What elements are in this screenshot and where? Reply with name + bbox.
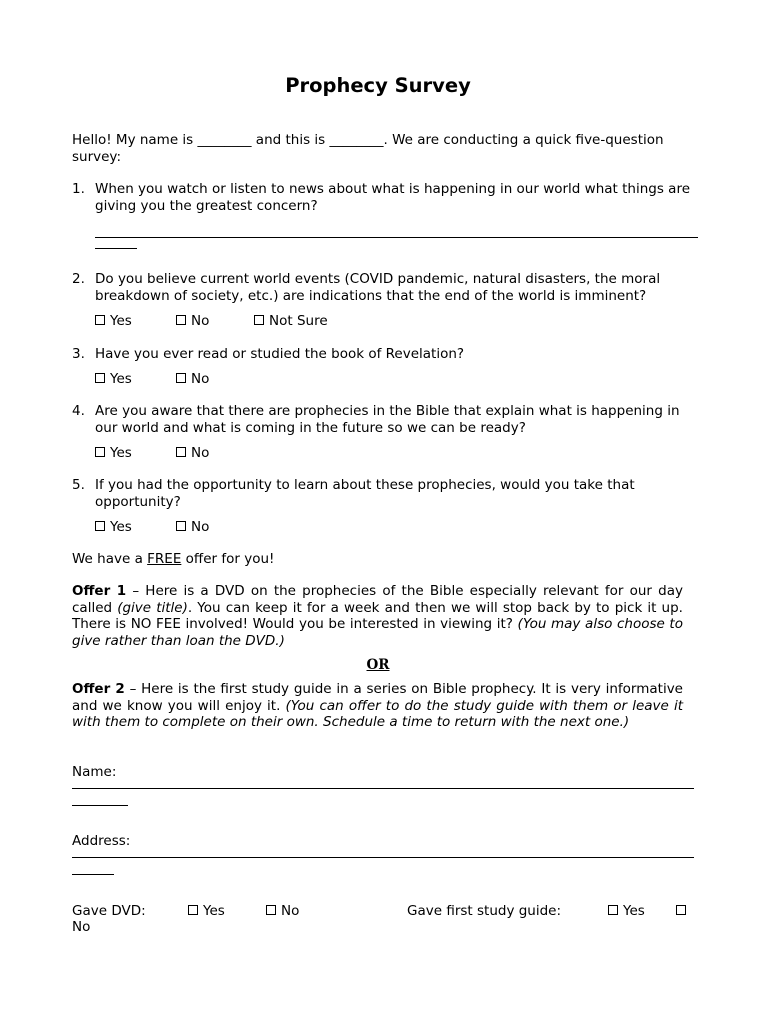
question-3 <box>72 346 698 387</box>
option-label: No <box>191 519 210 535</box>
offer-2-label: Offer 2 <box>72 681 125 697</box>
checkbox-icon[interactable] <box>266 905 276 915</box>
option-label: No <box>191 370 210 387</box>
offer-1-text-a: – Here is a DVD on the prophecies of the Bible especially relevant for our day called <box>72 583 683 616</box>
question-1 <box>72 181 698 249</box>
option-label: Yes <box>623 903 645 919</box>
answer-line[interactable] <box>95 229 698 249</box>
name-field[interactable] <box>72 764 694 814</box>
address-field[interactable] <box>72 833 694 883</box>
checkbox-icon[interactable] <box>176 447 186 457</box>
option-label: Yes <box>110 445 132 461</box>
checkbox-icon[interactable] <box>676 905 686 915</box>
question-number: 3. <box>72 346 85 362</box>
question-text: Do you believe current world events (COVID pandemic, natural disasters, the moral breakdown of society, etc.) are indications that the end of the world is imminent? <box>95 271 661 304</box>
question-text: Have you ever read or studied the book of Revelation? <box>95 346 465 362</box>
question-2 <box>72 271 698 329</box>
offer-2-text-a: – Here is the first study guide in a series on Bible prophecy. It is very informative and we know you will enjoy it. <box>72 681 683 714</box>
answer-options <box>95 313 698 329</box>
checkbox-icon[interactable] <box>95 447 105 457</box>
question-4 <box>72 403 698 461</box>
option-no[interactable] <box>176 519 209 536</box>
gave-guide-label: Gave first study guide: <box>407 903 562 919</box>
option-label: Yes <box>110 519 132 535</box>
checkbox-icon[interactable] <box>95 373 105 383</box>
address-label: Address: <box>72 833 131 849</box>
gave-dvd-no[interactable] <box>266 903 299 920</box>
gave-guide-yes[interactable] <box>608 903 645 920</box>
free-offer-emphasis: FREE <box>147 551 182 567</box>
offer-1-italic-a: (give title) <box>117 599 188 616</box>
checkbox-icon[interactable] <box>95 521 105 531</box>
free-offer-after: offer for you! <box>181 551 275 567</box>
option-label: Not Sure <box>269 313 328 329</box>
or-separator: OR <box>366 657 390 673</box>
question-number: 1. <box>72 181 85 197</box>
question-number: 5. <box>72 477 85 493</box>
option-not-sure[interactable] <box>254 313 328 330</box>
checkbox-icon[interactable] <box>176 315 186 325</box>
name-label: Name: <box>72 764 117 780</box>
answer-options <box>95 445 698 461</box>
option-label: No <box>191 445 210 461</box>
question-5 <box>72 477 698 535</box>
option-no[interactable] <box>176 445 209 462</box>
offer-2-italic-a: (You can offer to do the study guide with them or leave it with them to complete on their own. Schedule a time to return with the next one.) <box>72 697 683 730</box>
option-label: No <box>191 313 210 329</box>
option-yes[interactable] <box>95 371 132 388</box>
option-yes[interactable] <box>95 445 132 462</box>
option-label: No <box>281 903 300 919</box>
offer-1-label: Offer 1 <box>72 583 127 599</box>
option-yes[interactable] <box>95 313 132 330</box>
question-text: If you had the opportunity to learn about these prophecies, would you take that opportunity? <box>95 477 635 510</box>
option-yes[interactable] <box>95 519 132 536</box>
question-text: Are you aware that there are prophecies in the Bible that explain what is happening in our world and what is coming in the future so we can be ready? <box>95 403 680 436</box>
checkbox-icon[interactable] <box>95 315 105 325</box>
intro-text: Hello! My name is ________ and this is ________. We are conducting a quick five-question survey: <box>72 132 664 165</box>
question-number: 2. <box>72 271 85 287</box>
free-offer-line <box>72 551 274 568</box>
offer-2-paragraph <box>72 681 683 731</box>
answer-options <box>95 519 698 535</box>
free-offer-before: We have a <box>72 551 148 567</box>
option-label: Yes <box>110 313 132 329</box>
question-number: 4. <box>72 403 85 419</box>
checkbox-icon[interactable] <box>176 373 186 383</box>
gave-guide-no-box[interactable] <box>676 903 691 920</box>
answer-options <box>95 371 698 387</box>
page-title: Prophecy Survey <box>285 74 471 97</box>
option-no[interactable] <box>176 371 209 388</box>
checkbox-icon[interactable] <box>608 905 618 915</box>
gave-dvd-yes[interactable] <box>188 903 225 920</box>
checkbox-icon[interactable] <box>188 905 198 915</box>
gave-guide-no-label: No <box>72 919 91 935</box>
offer-1-italic-b: (You may also choose to give rather than loan the DVD.) <box>72 616 683 649</box>
option-label: Yes <box>110 370 132 387</box>
option-label: Yes <box>203 903 225 919</box>
offer-1-paragraph <box>72 583 683 649</box>
question-text: When you watch or listen to news about what is happening in our world what things are giving you the greatest concern? <box>95 181 691 214</box>
checkbox-icon[interactable] <box>176 521 186 531</box>
option-no[interactable] <box>176 313 209 330</box>
gave-dvd-label: Gave DVD: <box>72 903 146 919</box>
offer-1-text-b: . You can keep it for a week and then we will stop back by to pick it up. There is NO FEE involved! Would you be interested in viewing it? <box>72 599 683 632</box>
checkbox-icon[interactable] <box>254 315 264 325</box>
